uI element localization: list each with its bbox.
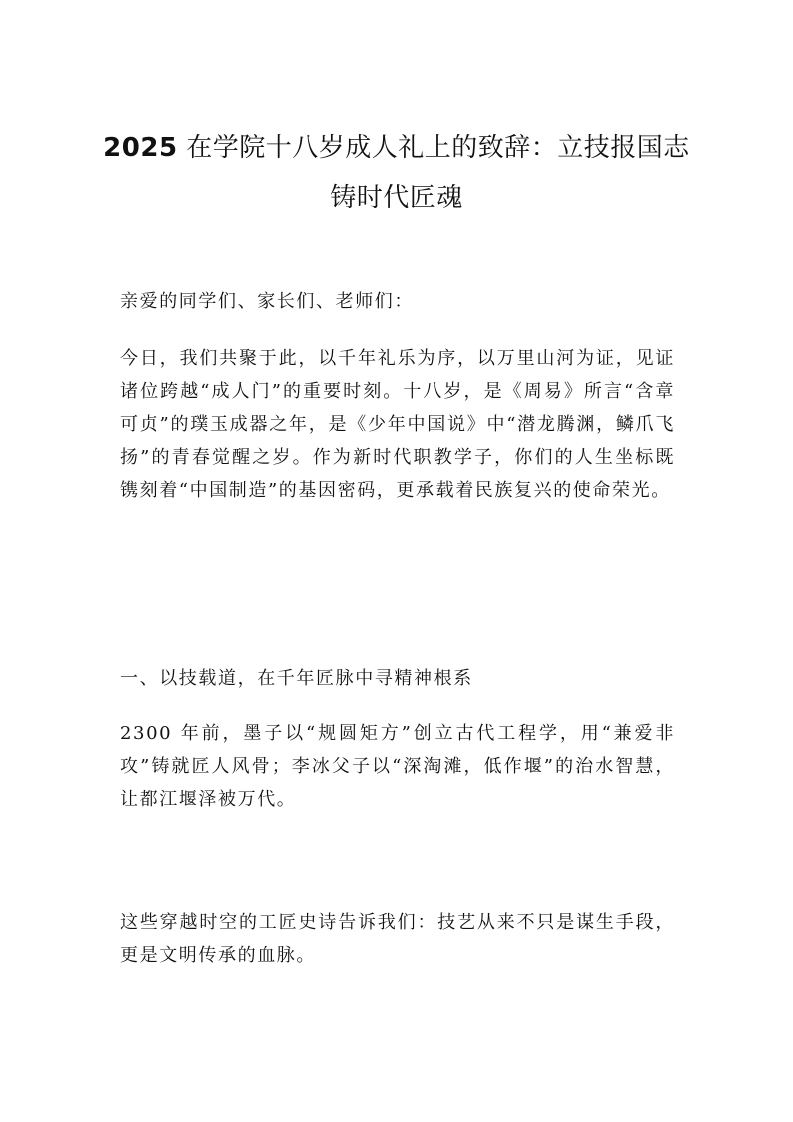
title-text: 在学院十八岁成人礼上的致辞：立技报国志铸时代匠魂 (177, 133, 690, 213)
title-year: 2025 (103, 133, 178, 163)
greeting-paragraph: 亲爱的同学们、家长们、老师们： (120, 291, 414, 312)
history-paragraph: 2300 年前，墨子以“规圆矩方”创立古代工程学，用“兼爱非攻”铸就匠人风骨；李冰父子以“深淘滩，低作堰”的治水智慧，让都江堰泽被万代。 (120, 723, 675, 810)
document-title (100, 123, 693, 223)
section-heading: 一、以技载道，在千年匠脉中寻精神根系 (120, 668, 473, 689)
summary-paragraph: 这些穿越时空的工匠史诗告诉我们：技艺从来不只是谋生手段，更是文明传承的血脉。 (120, 912, 675, 966)
intro-paragraph: 今日，我们共聚于此，以千年礼乐为序，以万里山河为证，见证诸位跨越“成人门”的重要时刻。十八岁，是《周易》所言“含章可贞”的璞玉成器之年，是《少年中国说》中“潜龙腾渊，鳞爪飞扬”的青春觉醒之岁。作为新时代职教学子，你们的人生坐标既镌刻着“中国制造”的基因密码，更承载着民族复兴的使命荣光。 (120, 348, 675, 501)
